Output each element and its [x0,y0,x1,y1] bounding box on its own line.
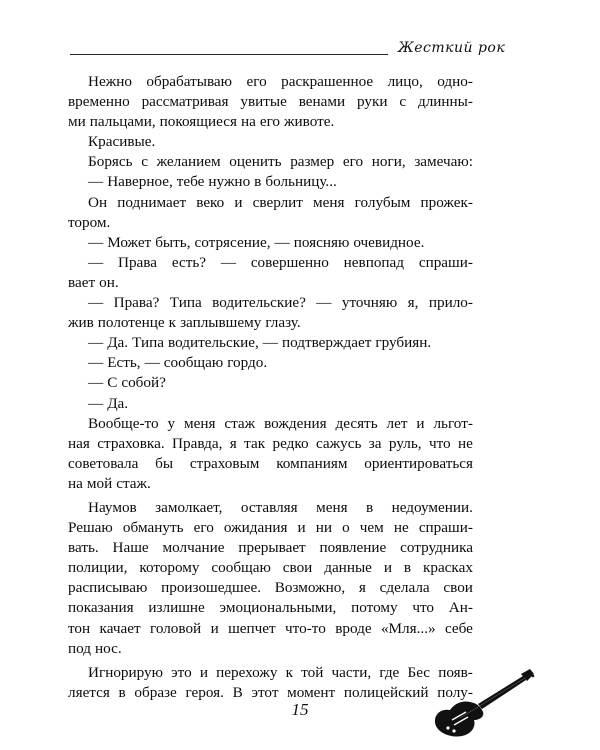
text-line: тон качает головой и шепчет что-то вроде «Мля...» себе [68,619,473,637]
running-header-rule [70,54,388,55]
text-line: временно рассматривая увитые венами руки с длинны- [68,93,473,111]
text-line: тором. [68,213,111,231]
text-line: Красивые. [88,133,156,151]
text-line: Игнорирую это и перехожу к той части, где Бес появ- [88,663,473,681]
running-header-title: Жесткий рок [398,40,506,56]
text-line: — С собой? [88,374,166,392]
text-line: Он поднимает веко и сверлит меня голубым прожек- [88,193,473,211]
text-line: — Есть, — сообщаю гордо. [88,354,268,372]
text-line: ная страховка. Правда, я так редко сажусь за руль, что не [68,434,473,452]
text-line: — Права? Типа водительские? — уточняю я, прило- [88,294,473,312]
text-line: — Наверное, тебе нужно в больницу... [88,173,337,191]
text-line: ляется в образе героя. В этот момент полицейский полу- [68,683,473,701]
text-line: жив полотенце к заплывшему глазу. [68,314,301,332]
text-line: на мой стаж. [68,474,151,492]
text-line: Наумов замолкает, оставляя меня в недоумении. [88,498,473,516]
text-line: расписываю произошедшее. Возможно, я сделала свои [68,579,473,597]
electric-guitar-icon [430,668,535,740]
page-number: 15 [291,700,309,719]
text-line: Борясь с желанием оценить размер его ноги, замечаю: [88,153,473,171]
text-line: Нежно обрабатываю его раскрашенное лицо, одно- [88,73,473,90]
text-line: Вообще-то у меня стаж вождения десять лет и льгот- [88,414,473,432]
text-line: вает он. [68,273,119,291]
text-line: советовала бы страховым компаниям ориентироваться [68,454,473,472]
text-line: вать. Наше молчание прерывает появление сотрудника [68,539,473,557]
text-line: — Да. Типа водительские, — подтверждает грубиян. [88,334,432,352]
text-line: показания излишне эмоциональными, потому что Ан- [68,599,473,617]
body-text [68,72,473,703]
text-line: — Да. [88,394,129,412]
text-line: — Права есть? — совершенно невпопад спраши- [88,253,473,271]
text-line: — Может быть, сотрясение, — поясняю очевидное. [88,233,425,251]
text-line: полиции, которому сообщаю свои данные и в красках [68,559,473,577]
text-line: Решаю обмануть его ожидания и ни о чем не спраши- [68,519,473,537]
text-line: ми пальцами, покоящиеся на его животе. [68,113,335,131]
text-line: под нос. [68,639,122,657]
